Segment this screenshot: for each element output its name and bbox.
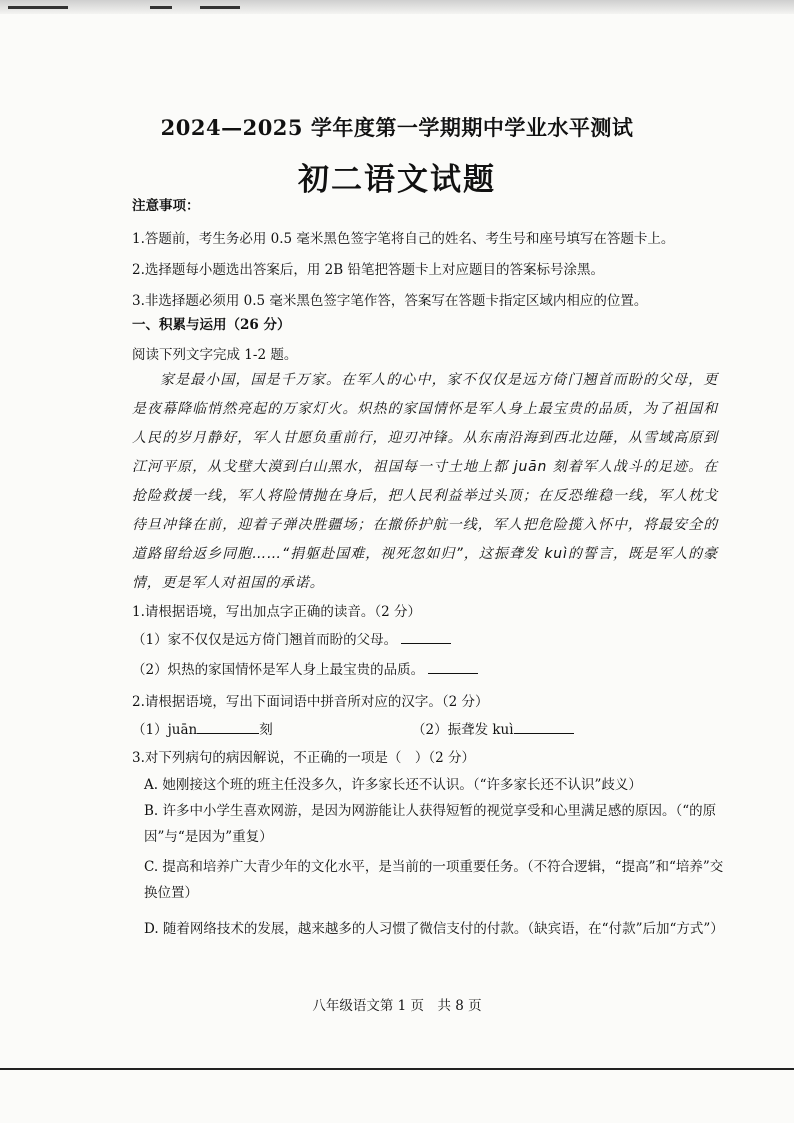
question-3-option-b: B. 许多中小学生喜欢网游，是因为网游能让人获得短暂的视觉享受和心里满足感的原因。（“的原因”与“是因为”重复） (144, 803, 717, 845)
question-2b-pinyin: （2）振聋发 kuì (412, 722, 514, 738)
exam-title: 2024—2025 学年度第一学期期中学业水平测试 (160, 115, 634, 140)
question-1a-text: （1）家不仅仅是远方倚门翘首而盼的父母。 (132, 632, 398, 648)
notice-heading: 注意事项： (132, 198, 200, 214)
notice-item: 2.选择题每小题选出答案后，用 2B 铅笔把答题卡上对应题目的答案标号涂黑。 (132, 262, 604, 278)
question-1-stem: 1.请根据语境，写出加点字正确的读音。（2 分） (132, 604, 422, 620)
scan-mark (8, 6, 68, 9)
reading-intro: 阅读下列文字完成 1-2 题。 (132, 347, 298, 363)
question-2a-pinyin: （1）juān (132, 722, 198, 738)
page-footer: 八年级语文第 1 页 共 8 页 (312, 998, 482, 1014)
question-2-item-a (132, 718, 273, 738)
question-2-item-b (412, 718, 574, 738)
scan-edge (0, 0, 794, 14)
question-1b-text: （2）炽热的家国情怀是军人身上最宝贵的品质。 (132, 662, 425, 678)
notice-item: 1.答题前，考生务必用 0.5 毫米黑色签字笔将自己的姓名、考生号和座号填写在答题卡上。 (132, 231, 675, 247)
answer-blank[interactable] (428, 659, 478, 674)
question-1-item (132, 628, 451, 648)
paper-title: 初二语文试题 (298, 162, 496, 198)
notice-item: 3.非选择题必须用 0.5 毫米黑色签字笔作答，答案写在答题卡指定区域内相应的位置。 (132, 293, 648, 309)
passage-text: 家是最小国，国是千万家。在军人的心中，家不仅仅是远方倚门翘首而盼的父母，更是夜幕降临悄然亮起的万家灯火。炽热的家国情怀是军人身上最宝贵的品质，为了祖国和人民的岁月静好，军人甘愿负重前行，迎刃冲锋。从东南沿海到西北边陲，从雪域高原到江河平原，从戈壁大漠到白山黑水，祖国每一寸土地上都 juān 刻着军人战斗的足迹。在抢险救援一线，军人将险情抛在身后，把人民利益举过头顶；在反恐维稳一线，军人枕戈待旦冲锋在前，迎着子弹决胜疆场；在撤侨护航一线，军人把危险揽入怀中，将最安全的道路留给返乡同胞……“捐躯赴国难，视死忽如归”，这振聋发 kuì的誓言，既是军人的豪情，更是军人对祖国的承诺。 (132, 372, 718, 591)
question-3-stem: 3.对下列病句的病因解说，不正确的一项是（ ）（2 分） (132, 750, 476, 766)
question-2a-suffix: 刻 (259, 722, 273, 738)
scan-mark (200, 6, 240, 9)
reading-passage (132, 366, 718, 598)
section-heading: 一、积累与运用（26 分） (132, 317, 291, 333)
question-3-option-c: C. 提高和培养广大青少年的文化水平，是当前的一项重要任务。（不符合逻辑，“提高”和“培养”交换位置） (144, 859, 724, 901)
scan-edge (0, 1068, 794, 1070)
question-2-stem: 2.请根据语境，写出下面词语中拼音所对应的汉字。（2 分） (132, 694, 489, 710)
answer-blank[interactable] (401, 629, 451, 644)
answer-blank[interactable] (197, 719, 259, 734)
question-1-item (132, 658, 478, 678)
scan-mark (150, 6, 172, 9)
question-3-option-d: D. 随着网络技术的发展，越来越多的人习惯了微信支付的付款。（缺宾语，在“付款”后加“方式”） (144, 921, 724, 937)
question-3-option-a: A. 她刚接这个班的班主任没多久，许多家长还不认识。（“许多家长还不认识”歧义） (144, 777, 642, 793)
answer-blank[interactable] (514, 719, 574, 734)
